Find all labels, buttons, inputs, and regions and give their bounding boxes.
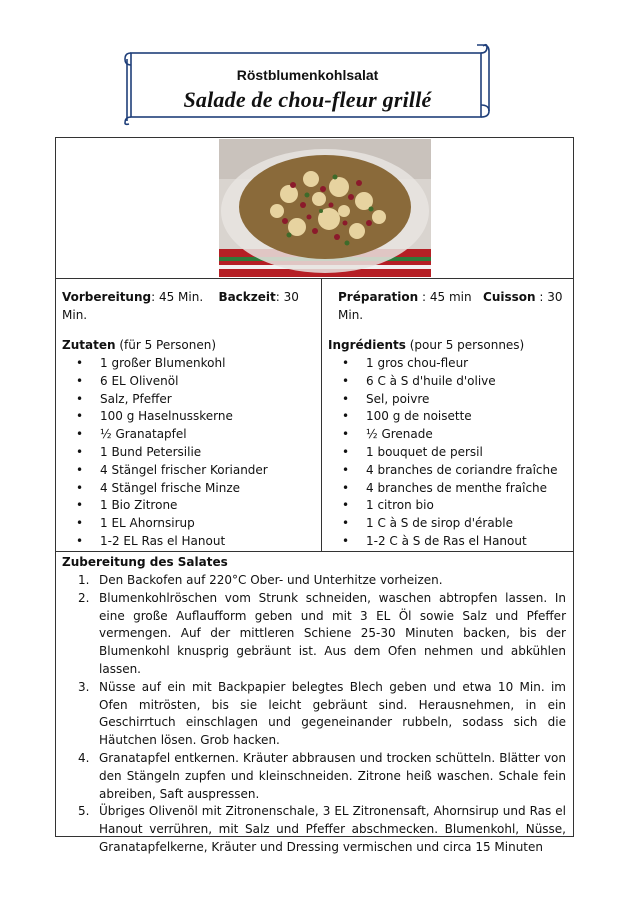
title-german: Röstblumenkohlsalat	[236, 67, 379, 83]
list-item: • ½ Granatapfel	[76, 426, 268, 444]
step-number: 5.	[78, 804, 90, 819]
step-item	[66, 679, 566, 750]
step-text: Den Backofen auf 220°C Ober- und Unterhitze vorheizen.	[99, 573, 443, 587]
preparation-title: Zubereitung des Salates	[62, 555, 228, 569]
step-item	[66, 803, 566, 856]
step-number: 2.	[78, 590, 90, 605]
step-text: Übriges Olivenöl mit Zitronenschale, 3 EL Zitronensaft, Ahornsirup und Ras el Hanout verrühren, mit Salz und Pfeffer abschmecken. Blumenkohl, Nüsse, Granatapfelkerne, Kräuter und Dressing vermischen und circa 15 Minuten	[99, 804, 566, 854]
preparation-steps	[66, 572, 566, 857]
ingredients-note: (pour 5 personnes)	[405, 338, 525, 352]
list-item: • 1 bouquet de persil	[342, 444, 558, 462]
cook-time-value: : 30 Min.	[338, 290, 563, 322]
step-item	[66, 590, 566, 679]
step-item	[66, 750, 566, 803]
bake-time-label: Backzeit	[218, 290, 276, 304]
list-item: • 1-2 C à S de Ras el Hanout	[342, 533, 558, 551]
list-item: • 1 gros chou-fleur	[342, 355, 558, 373]
list-item: • 1 großer Blumenkohl	[76, 355, 268, 373]
prep-time-label: Vorbereitung	[62, 290, 152, 304]
bake-time-value: : 30 Min.	[62, 290, 299, 322]
french-times	[338, 289, 563, 325]
french-column	[322, 279, 573, 551]
list-item: • 4 Stängel frische Minze	[76, 480, 268, 498]
list-item: • 1 citron bio	[342, 497, 558, 515]
ingredients-label: Ingrédients	[328, 338, 406, 352]
photo-row	[56, 138, 573, 279]
list-item: • 1 EL Ahornsirup	[76, 515, 268, 533]
ingredients-heading	[62, 337, 216, 355]
prep-time-value: : 45 Min.	[151, 290, 204, 304]
step-text: Granatapfel entkernen. Kräuter abbrausen und trocken schütteln. Blätter von den Stängeln zupfen und kleinschneiden. Zitrone heiß waschen. Schale fein abreiben, Saft auspressen.	[99, 750, 566, 801]
list-item: • 1 Bund Petersilie	[76, 444, 268, 462]
step-text: Blumenkohlröschen vom Strunk schneiden, waschen abtropfen lassen. In eine große Auflaufform geben und mit 3 EL Öl sowie Salz und Pfeffer vermengen. Auf der mittleren Schiene 25-30 Minuten backen, bis der Blumenkohl knusprig gebräunt ist. Aus dem Ofen nehmen und abkühlen lassen.	[99, 590, 566, 676]
prep-time-value: : 45 min	[418, 290, 472, 304]
list-item: • Salz, Pfeffer	[76, 391, 268, 409]
recipe-table	[55, 137, 574, 854]
prep-time-label: Préparation	[338, 290, 419, 304]
list-item: • ½ Grenade	[342, 426, 558, 444]
german-times	[62, 289, 317, 325]
list-item: • 1 Bio Zitrone	[76, 497, 268, 515]
list-item: • 1-2 EL Ras el Hanout	[76, 533, 268, 551]
ingredients-label: Zutaten	[62, 338, 116, 352]
scroll-frame-icon	[125, 45, 490, 125]
title-french: Salade de chou-fleur grillé	[183, 87, 432, 112]
list-item: • 100 g de noisette	[342, 408, 558, 426]
ingredients-heading	[328, 337, 524, 355]
ingredients-row	[56, 279, 573, 552]
list-item: • 1 C à S de sirop d'érable	[342, 515, 558, 533]
step-item	[66, 572, 566, 590]
ingredient-list	[76, 355, 268, 551]
title-banner	[125, 45, 490, 125]
list-item: • 4 branches de coriandre fraîche	[342, 462, 558, 480]
list-item: • 6 EL Olivenöl	[76, 373, 268, 391]
cook-time-label: Cuisson	[483, 290, 536, 304]
salad-photo	[219, 139, 431, 277]
list-item: • Sel, poivre	[342, 391, 558, 409]
step-number: 4.	[78, 750, 90, 765]
step-number: 3.	[78, 679, 90, 694]
preparation-section	[56, 552, 573, 854]
list-item: • 6 C à S d'huile d'olive	[342, 373, 558, 391]
step-number: 1.	[78, 573, 90, 587]
ingredients-note: (für 5 Personen)	[115, 338, 217, 352]
ingredient-list	[342, 355, 558, 551]
list-item: • 100 g Haselnusskerne	[76, 408, 268, 426]
list-item: • 4 Stängel frischer Koriander	[76, 462, 268, 480]
list-item: • 4 branches de menthe fraîche	[342, 480, 558, 498]
step-text: Nüsse auf ein mit Backpapier belegtes Blech geben und etwa 10 Min. im Ofen mitrösten, bis sie leicht gebräunt sind. Herausnehmen, in ein Geschirrtuch einschlagen und gegeneinander rubbeln, sodass sich die Häutchen lösen. Grob hacken.	[99, 679, 566, 748]
german-column	[56, 279, 322, 551]
